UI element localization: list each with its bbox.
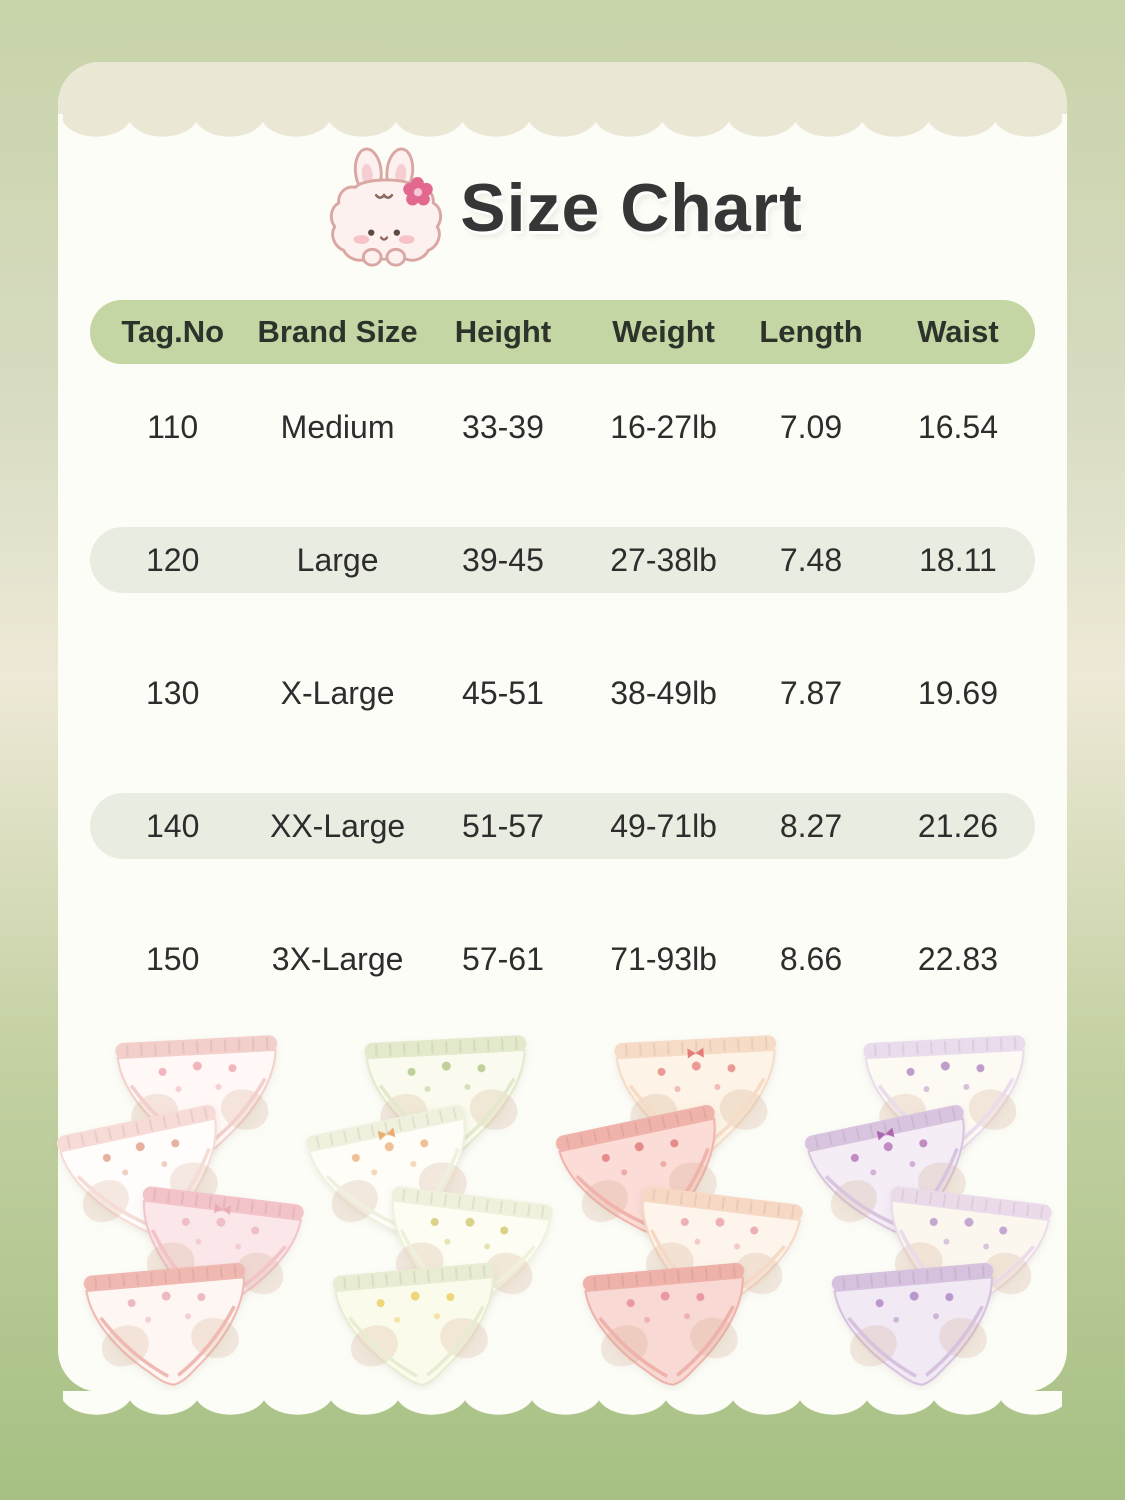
cell-brand-size: XX-Large <box>269 807 406 844</box>
product-photo-group-green <box>321 1034 554 1394</box>
column-header-weight: Weight <box>612 314 715 349</box>
brief-photo <box>827 1259 1007 1398</box>
cell-waist: 18.11 <box>919 541 997 578</box>
column-header-tag-no: Tag.No <box>121 314 225 349</box>
cell-length: 7.09 <box>779 408 843 445</box>
cell-tag-no: 110 <box>147 408 199 445</box>
cell-length: 8.66 <box>779 940 843 977</box>
size-chart-card <box>58 62 1067 1392</box>
card-bottom-scallop-band <box>63 1391 1062 1415</box>
cell-waist: 22.83 <box>917 940 998 977</box>
table-row-140 <box>90 793 1035 859</box>
column-header-length: Length <box>759 314 863 349</box>
cell-height: 45-51 <box>462 674 544 711</box>
cell-weight: 71-93lb <box>610 940 717 977</box>
cell-tag-no: 150 <box>145 940 200 977</box>
column-header-height: Height <box>454 314 552 349</box>
table-row-110 <box>90 394 1035 460</box>
cell-weight: 49-71lb <box>610 807 717 844</box>
brief-photo <box>577 1259 757 1398</box>
brief-photo <box>328 1259 508 1398</box>
cell-brand-size: Medium <box>280 408 395 445</box>
product-photo-group-pink <box>72 1034 305 1394</box>
size-table-header <box>90 300 1035 364</box>
card-top-scallop-band <box>58 62 1067 114</box>
cell-tag-no: 140 <box>145 807 200 844</box>
cell-brand-size: X-Large <box>280 674 395 711</box>
cell-height: 57-61 <box>462 940 544 977</box>
cell-waist: 21.26 <box>917 807 998 844</box>
cell-weight: 27-38lb <box>610 541 717 578</box>
cell-height: 33-39 <box>462 408 544 445</box>
product-photo-group-peach <box>571 1034 804 1394</box>
cell-tag-no: 120 <box>145 541 200 578</box>
table-row-120 <box>90 527 1035 593</box>
brief-photo <box>79 1259 259 1398</box>
cell-brand-size: 3X-Large <box>271 940 404 977</box>
cell-brand-size: Large <box>296 541 379 578</box>
cell-waist: 19.69 <box>917 674 998 711</box>
cell-height: 39-45 <box>462 541 544 578</box>
cell-length: 7.48 <box>779 541 843 578</box>
size-table <box>90 300 1035 992</box>
cell-length: 8.27 <box>779 807 843 844</box>
table-row-150 <box>90 926 1035 992</box>
product-photo-group-purple <box>820 1034 1053 1394</box>
page-title: Size Chart <box>460 170 803 246</box>
bunny-icon <box>322 144 450 272</box>
cell-height: 51-57 <box>462 807 544 844</box>
title-row <box>58 144 1067 272</box>
column-header-waist: Waist <box>917 314 999 349</box>
product-photos <box>58 1034 1067 1394</box>
cell-weight: 38-49lb <box>610 674 717 711</box>
cell-length: 7.87 <box>779 674 843 711</box>
cell-weight: 16-27lb <box>610 408 717 445</box>
table-row-130 <box>90 660 1035 726</box>
column-header-brand-size: Brand Size <box>257 314 418 349</box>
cell-tag-no: 130 <box>145 674 200 711</box>
cell-waist: 16.54 <box>917 408 998 445</box>
